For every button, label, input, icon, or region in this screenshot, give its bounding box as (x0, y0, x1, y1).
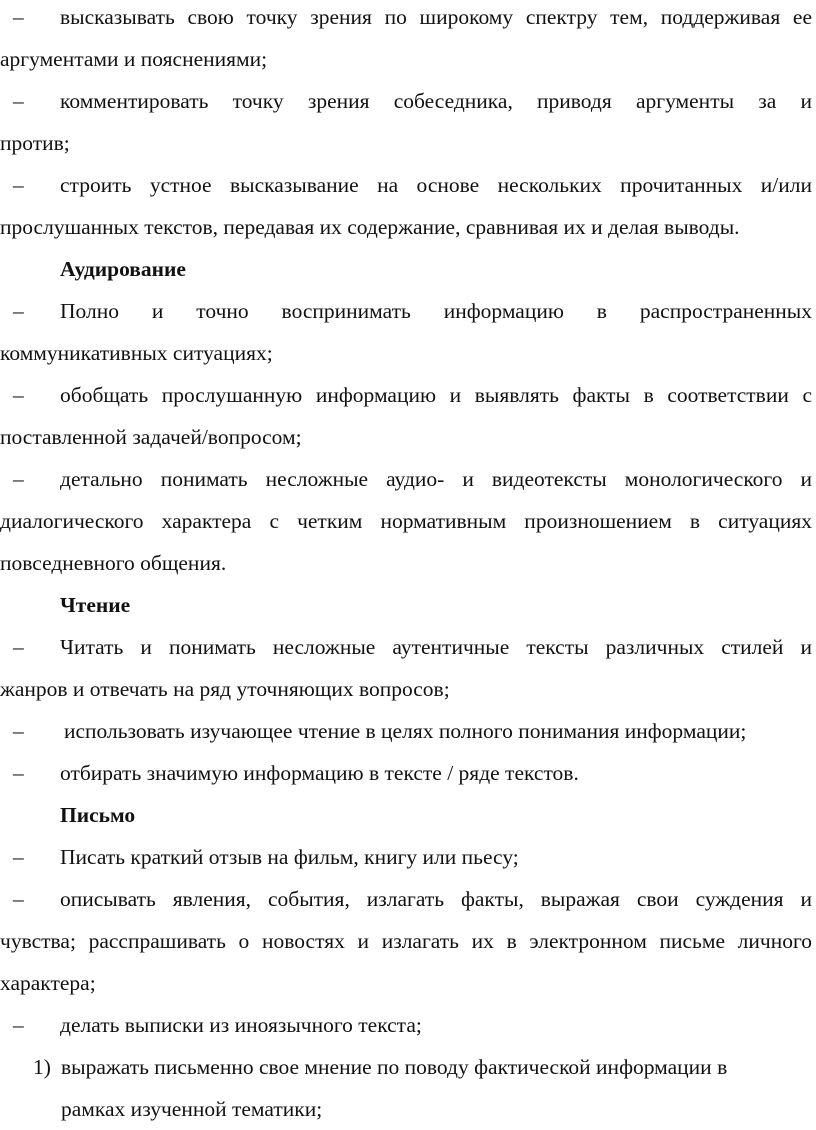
dash-bullet: – (13, 173, 24, 197)
reading-item-2 (0, 710, 812, 752)
writing-item-1-line1: Писать краткий отзыв на фильм, книгу или пьесу; (60, 845, 519, 869)
listening-item-2-line2: поставленной задачей/вопросом; (0, 425, 302, 449)
section-heading-writing: Письмо (60, 803, 136, 827)
dash-bullet: – (13, 467, 24, 491)
writing-item-2-line2: чувства; расспрашивать о новостях и излагать их в электронном письме личного (0, 929, 812, 953)
section-heading-reading: Чтение (60, 593, 131, 617)
listening-item-3-line1: детально понимать несложные аудио- и видеотексты монологического и (60, 467, 812, 491)
intro-item-1-cont (0, 38, 812, 80)
writing-item-2 (0, 878, 812, 920)
listening-item-3-line3: повседневного общения. (0, 551, 227, 575)
intro-item-1 (0, 0, 812, 38)
listening-item-1-line2: коммуникативных ситуациях; (0, 341, 273, 365)
writing-item-2-line1: описывать явления, события, излагать факты, выражая свои суждения и (60, 887, 812, 911)
listening-item-3-cont (0, 500, 812, 542)
dash-bullet: – (13, 635, 24, 659)
dash-bullet: – (13, 887, 24, 911)
dash-bullet: – (13, 719, 24, 743)
reading-item-3-line1: отбирать значимую информацию в тексте / ряде текстов. (60, 761, 579, 785)
writing-item-3-line1: делать выписки из иноязычного текста; (60, 1013, 422, 1037)
intro-item-2-line1: комментировать точку зрения собеседника, приводя аргументы за и (60, 89, 812, 113)
writing-item-2-cont (0, 920, 812, 962)
list-number: 1) (33, 1055, 51, 1079)
section-heading-listening: Аудирование (60, 257, 186, 281)
numbered-item-1-line1: выражать письменно свое мнение по поводу фактической информации в (61, 1055, 728, 1079)
intro-item-3-line1: строить устное высказывание на основе нескольких прочитанных и/или (60, 173, 812, 197)
intro-item-3-line2: прослушанных текстов, передавая их содержание, сравнивая их и делая выводы. (0, 215, 740, 239)
listening-item-1 (0, 290, 812, 332)
reading-item-2-line1: использовать изучающее чтение в целях полного понимания информации; (64, 719, 747, 743)
intro-item-2 (0, 80, 812, 122)
reading-item-1-line1: Читать и понимать несложные аутентичные тексты различных стилей и (60, 635, 812, 659)
reading-item-3 (0, 752, 812, 794)
intro-item-3 (0, 164, 812, 206)
writing-item-3 (0, 1004, 812, 1046)
listening-item-3-cont2 (0, 542, 812, 584)
dash-bullet: – (13, 761, 24, 785)
intro-item-1-line2: аргументами и пояснениями; (0, 47, 268, 71)
intro-item-2-line2: против; (0, 131, 70, 155)
intro-item-2-cont (0, 122, 812, 164)
intro-item-1-line1: высказывать свою точку зрения по широкому спектру тем, поддерживая ее (60, 5, 812, 29)
dash-bullet: – (13, 299, 24, 323)
listening-item-3-line2: диалогического характера с четким нормативным произношением в ситуациях (0, 509, 812, 533)
listening-item-2 (0, 374, 812, 416)
writing-item-2-line3: характера; (0, 971, 96, 995)
dash-bullet: – (13, 89, 24, 113)
listening-item-2-cont (0, 416, 812, 458)
dash-bullet: – (13, 383, 24, 407)
reading-item-1 (0, 626, 812, 668)
dash-bullet: – (13, 5, 24, 29)
listening-item-1-cont (0, 332, 812, 374)
dash-bullet: – (13, 845, 24, 869)
writing-item-1 (0, 836, 812, 878)
intro-item-3-cont (0, 206, 812, 248)
reading-item-1-line2: жанров и отвечать на ряд уточняющих вопросов; (0, 677, 450, 701)
numbered-item-1-line2: рамках изученной тематики; (61, 1097, 323, 1121)
dash-bullet: – (13, 1013, 24, 1037)
listening-item-3 (0, 458, 812, 500)
listening-item-1-line1: Полно и точно воспринимать информацию в распространенных (60, 299, 812, 323)
reading-item-1-cont (0, 668, 812, 710)
listening-item-2-line1: обобщать прослушанную информацию и выявлять факты в соответствии с (60, 383, 812, 407)
writing-item-2-cont2 (0, 962, 812, 1004)
